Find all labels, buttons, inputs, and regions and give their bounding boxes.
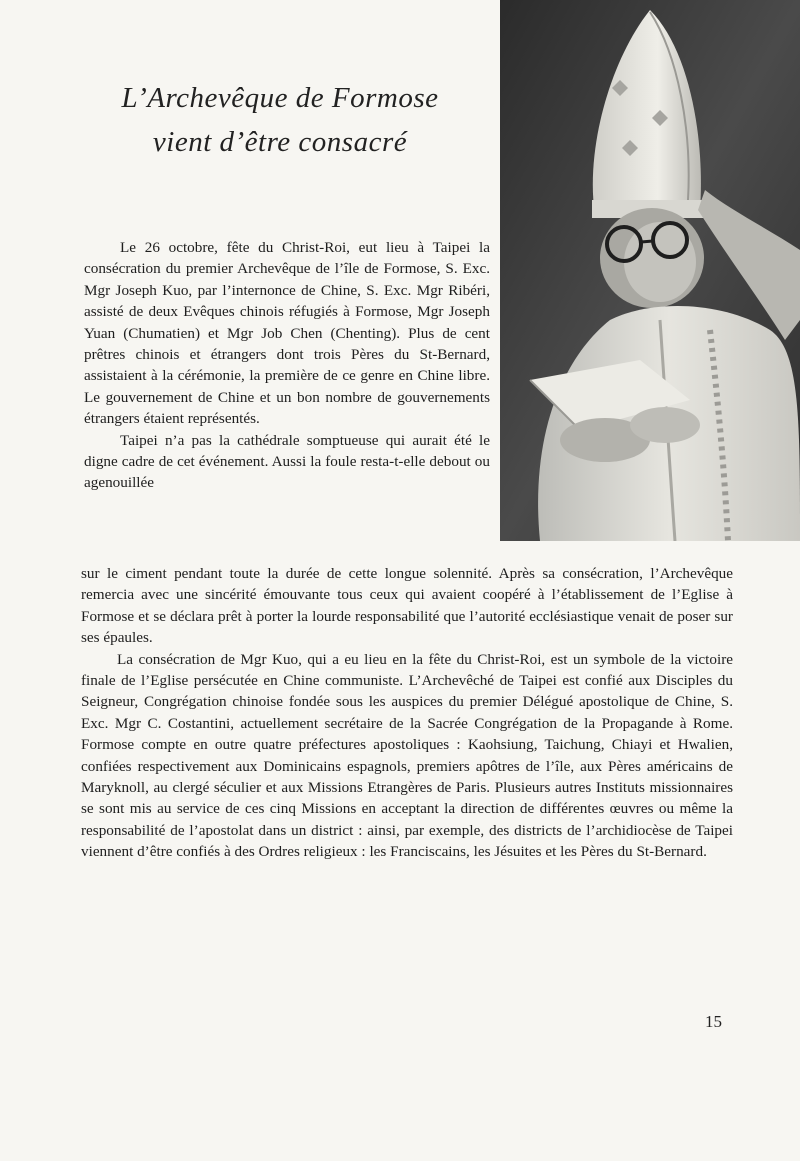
paragraph-3: La consécration de Mgr Kuo, qui a eu lieu en la fête du Christ-Roi, est un symbole de la victoire finale de l’Eglise persécutée en Chine communiste. L’Archevêché de Taipei est confié aux Disciples du Seigneur, Congrégation chinoise fondée sous les auspices du premier Délégué apostolique de Chine, S. Exc. Mgr C. Costantini, actuellement secrétaire de la Sacrée Congrégation de la Propagande à Rome. Formose compte en outre quatre préfectures apostoliques : Kaohsiung, Taichung, Chiayi et Hwalien, confiées respectivement aux Dominicains espagnols, premiers apôtres de l’île, aux Pères américains de Maryknoll, au clergé séculier et aux Missions Etrangères de Paris. Plusieurs autres Instituts missionnaires se sont mis au service de ces cinq Missions en acceptant la direction de différentes œuvres ou même la responsabilité de l’apostolat dans un district : ainsi, par exemple, des districts de l’archidiocèse de Taipei viennent d’être confiés à des Ordres religieux : les Franciscains, les Jésuites et les Pères du St-Bernard.: [81, 650, 733, 861]
archbishop-photo: [500, 0, 800, 541]
paragraph-2-start: Taipei n’a pas la cathédrale somptueuse qui aurait été le digne cadre de cet événement. Aussi la foule resta-t-elle debout ou agenouillée: [84, 431, 490, 492]
article-body-full: [81, 563, 733, 863]
archbishop-photo-drawing: [500, 0, 800, 541]
paragraph-1: Le 26 octobre, fête du Christ-Roi, eut lieu à Taipei la consécration du premier Archevêque de l’île de Formose, S. Exc. Mgr Joseph Kuo, par l’internonce de Chine, S. Exc. Mgr Ribéri, assisté de deux Evêques chinois réfugiés à Formose, Mgr Joseph Yuan (Chumatien) et Mgr Job Chen (Chenting). Plus de cent prêtres chinois et étrangers dont trois Pères du St-Bernard, assistaient à la cérémonie, la première de ce genre en Chine libre. Le gouvernement de Chine et un bon nombre de gouvernements étrangers étaient représentés.: [84, 239, 490, 428]
title-line-1: L’Archevêque de Formose: [121, 82, 439, 114]
paragraph-2-continued: sur le ciment pendant toute la durée de cette longue solennité. Après sa consécration, l’Archevêque remercia avec une sincérité émouvante tous ceux qui avaient coopéré à l’établissement de l’Eglise à Formose et se déclara prêt à porter la lourde responsabilité que l’autorité ecclésiastique venait de poser sur ses épaules.: [81, 565, 733, 647]
article-body-column: [84, 237, 490, 494]
page-number: 15: [705, 1012, 722, 1031]
article-title: [70, 76, 490, 164]
title-line-2: vient d’être consacré: [152, 126, 408, 158]
